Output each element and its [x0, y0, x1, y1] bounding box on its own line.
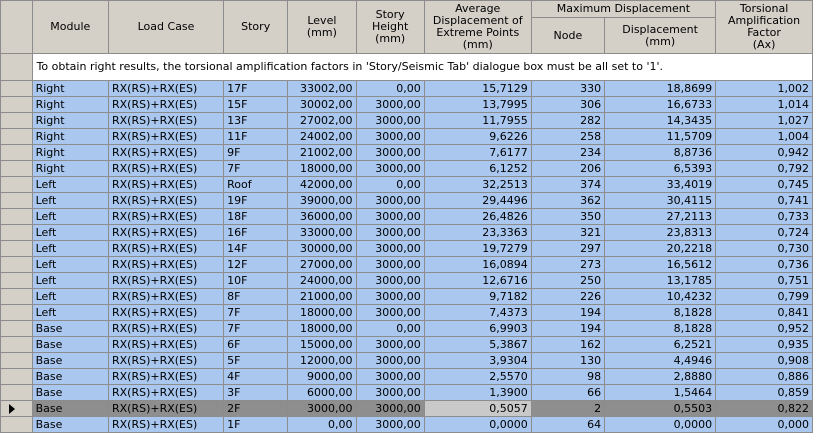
cell-displacement[interactable]: 30,4115 — [605, 193, 716, 209]
cell-node[interactable]: 64 — [531, 417, 604, 433]
cell-torsional-factor[interactable]: 0,733 — [716, 209, 813, 225]
table-row[interactable] — [1, 161, 813, 177]
cell-displacement[interactable]: 1,5464 — [605, 385, 716, 401]
row-selector[interactable] — [1, 113, 33, 129]
col-level[interactable]: Level (mm) — [288, 1, 356, 54]
cell-module[interactable]: Left — [32, 257, 108, 273]
cell-node[interactable]: 2 — [531, 401, 604, 417]
cell-node[interactable]: 374 — [531, 177, 604, 193]
cell-average-displacement[interactable]: 29,4496 — [424, 193, 531, 209]
cell-story-height[interactable]: 3000,00 — [356, 145, 424, 161]
cell-story-height[interactable]: 3000,00 — [356, 225, 424, 241]
cell-node[interactable]: 306 — [531, 97, 604, 113]
cell-module[interactable]: Right — [32, 145, 108, 161]
cell-torsional-factor[interactable]: 0,751 — [716, 273, 813, 289]
cell-level[interactable]: 30000,00 — [288, 241, 356, 257]
cell-node[interactable]: 297 — [531, 241, 604, 257]
table-row[interactable] — [1, 129, 813, 145]
cell-displacement[interactable]: 6,2521 — [605, 337, 716, 353]
cell-story-height[interactable]: 3000,00 — [356, 241, 424, 257]
cell-story-height[interactable]: 3000,00 — [356, 97, 424, 113]
note-message: To obtain right results, the torsional amplification factors in 'Story/Seismic Tab' dialogue box must be all set to '1'. — [32, 54, 812, 81]
cell-story[interactable]: 15F — [224, 97, 288, 113]
cell-torsional-factor[interactable]: 0,859 — [716, 385, 813, 401]
cell-story-height[interactable]: 3000,00 — [356, 161, 424, 177]
cell-load-case[interactable]: RX(RS)+RX(ES) — [108, 81, 223, 97]
row-selector[interactable] — [1, 273, 33, 289]
cell-module[interactable]: Base — [32, 401, 108, 417]
row-selector[interactable] — [1, 417, 33, 433]
cell-level[interactable]: 21000,00 — [288, 289, 356, 305]
cell-story[interactable]: 6F — [224, 337, 288, 353]
cell-load-case[interactable]: RX(RS)+RX(ES) — [108, 145, 223, 161]
cell-displacement[interactable]: 14,3435 — [605, 113, 716, 129]
cell-story-height[interactable]: 3000,00 — [356, 257, 424, 273]
row-selector[interactable] — [1, 97, 33, 113]
row-selector[interactable] — [1, 337, 33, 353]
cell-story[interactable]: 8F — [224, 289, 288, 305]
cell-displacement[interactable]: 16,5612 — [605, 257, 716, 273]
cell-average-displacement[interactable]: 23,3363 — [424, 225, 531, 241]
table-row[interactable] — [1, 417, 813, 433]
row-selector[interactable] — [1, 225, 33, 241]
cell-torsional-factor[interactable]: 1,027 — [716, 113, 813, 129]
row-pointer-arrow-icon — [9, 404, 15, 414]
cell-displacement[interactable]: 18,8699 — [605, 81, 716, 97]
cell-module[interactable]: Left — [32, 305, 108, 321]
cell-story-height[interactable]: 3000,00 — [356, 209, 424, 225]
row-selector[interactable] — [1, 385, 33, 401]
cell-average-displacement[interactable]: 12,6716 — [424, 273, 531, 289]
cell-node[interactable]: 282 — [531, 113, 604, 129]
table-row[interactable] — [1, 81, 813, 97]
cell-displacement[interactable]: 11,5709 — [605, 129, 716, 145]
row-selector[interactable] — [1, 81, 33, 97]
cell-story-height[interactable]: 3000,00 — [356, 129, 424, 145]
cell-module[interactable]: Base — [32, 385, 108, 401]
cell-load-case[interactable]: RX(RS)+RX(ES) — [108, 273, 223, 289]
row-selector[interactable] — [1, 289, 33, 305]
cell-load-case[interactable]: RX(RS)+RX(ES) — [108, 417, 223, 433]
cell-load-case[interactable]: RX(RS)+RX(ES) — [108, 289, 223, 305]
cell-average-displacement[interactable]: 9,6226 — [424, 129, 531, 145]
row-selector[interactable] — [1, 193, 33, 209]
table-row[interactable] — [1, 321, 813, 337]
cell-torsional-factor[interactable]: 0,745 — [716, 177, 813, 193]
cell-displacement[interactable]: 16,6733 — [605, 97, 716, 113]
cell-torsional-factor[interactable]: 0,822 — [716, 401, 813, 417]
cell-node[interactable]: 330 — [531, 81, 604, 97]
row-selector[interactable] — [1, 129, 33, 145]
cell-displacement[interactable]: 4,4946 — [605, 353, 716, 369]
cell-story-height[interactable]: 3000,00 — [356, 273, 424, 289]
cell-level[interactable]: 24000,00 — [288, 273, 356, 289]
cell-torsional-factor[interactable]: 0,935 — [716, 337, 813, 353]
cell-average-displacement[interactable]: 9,7182 — [424, 289, 531, 305]
cell-node[interactable]: 226 — [531, 289, 604, 305]
cell-module[interactable]: Left — [32, 289, 108, 305]
cell-load-case[interactable]: RX(RS)+RX(ES) — [108, 257, 223, 273]
note-row — [1, 54, 813, 81]
cell-story-height[interactable]: 3000,00 — [356, 193, 424, 209]
cell-story-height[interactable]: 3000,00 — [356, 289, 424, 305]
cell-level[interactable]: 21002,00 — [288, 145, 356, 161]
cell-load-case[interactable]: RX(RS)+RX(ES) — [108, 305, 223, 321]
cell-load-case[interactable]: RX(RS)+RX(ES) — [108, 353, 223, 369]
cell-story[interactable]: 16F — [224, 225, 288, 241]
cell-torsional-factor[interactable]: 0,942 — [716, 145, 813, 161]
col-story-height[interactable]: Story Height (mm) — [356, 1, 424, 54]
cell-level[interactable]: 18000,00 — [288, 161, 356, 177]
cell-average-displacement[interactable]: 26,4826 — [424, 209, 531, 225]
cell-displacement[interactable]: 10,4232 — [605, 289, 716, 305]
table-row[interactable] — [1, 337, 813, 353]
row-selector[interactable] — [1, 209, 33, 225]
cell-level[interactable]: 42000,00 — [288, 177, 356, 193]
cell-torsional-factor[interactable]: 0,886 — [716, 369, 813, 385]
col-node[interactable]: Node — [531, 18, 604, 54]
cell-displacement[interactable]: 8,8736 — [605, 145, 716, 161]
cell-level[interactable]: 0,00 — [288, 417, 356, 433]
cell-average-displacement[interactable]: 0,5057 — [424, 401, 531, 417]
cell-node[interactable]: 66 — [531, 385, 604, 401]
cell-torsional-factor[interactable]: 0,736 — [716, 257, 813, 273]
cell-module[interactable]: Left — [32, 209, 108, 225]
cell-average-displacement[interactable]: 13,7995 — [424, 97, 531, 113]
cell-story[interactable]: 7F — [224, 305, 288, 321]
col-module[interactable]: Module — [32, 1, 108, 54]
cell-story-height[interactable]: 3000,00 — [356, 401, 424, 417]
cell-average-displacement[interactable]: 0,0000 — [424, 417, 531, 433]
cell-story[interactable]: Roof — [224, 177, 288, 193]
cell-load-case[interactable]: RX(RS)+RX(ES) — [108, 337, 223, 353]
cell-node[interactable]: 250 — [531, 273, 604, 289]
cell-average-displacement[interactable]: 3,9304 — [424, 353, 531, 369]
cell-torsional-factor[interactable]: 0,952 — [716, 321, 813, 337]
cell-module[interactable]: Base — [32, 353, 108, 369]
cell-node[interactable]: 130 — [531, 353, 604, 369]
table-row[interactable] — [1, 193, 813, 209]
cell-load-case[interactable]: RX(RS)+RX(ES) — [108, 401, 223, 417]
table-row[interactable] — [1, 113, 813, 129]
cell-level[interactable]: 18000,00 — [288, 305, 356, 321]
row-selector[interactable] — [1, 257, 33, 273]
col-torsional-factor[interactable]: Torsional Amplification Factor (Ax) — [716, 1, 813, 54]
cell-story[interactable]: 18F — [224, 209, 288, 225]
cell-torsional-factor[interactable]: 0,741 — [716, 193, 813, 209]
cell-displacement[interactable]: 20,2218 — [605, 241, 716, 257]
cell-level[interactable]: 39000,00 — [288, 193, 356, 209]
cell-load-case[interactable]: RX(RS)+RX(ES) — [108, 193, 223, 209]
cell-load-case[interactable]: RX(RS)+RX(ES) — [108, 321, 223, 337]
cell-module[interactable]: Right — [32, 81, 108, 97]
cell-torsional-factor[interactable]: 0,908 — [716, 353, 813, 369]
cell-level[interactable]: 36000,00 — [288, 209, 356, 225]
cell-module[interactable]: Right — [32, 161, 108, 177]
cell-story-height[interactable]: 3000,00 — [356, 353, 424, 369]
cell-node[interactable]: 362 — [531, 193, 604, 209]
cell-level[interactable]: 6000,00 — [288, 385, 356, 401]
row-selector[interactable] — [1, 369, 33, 385]
table-row[interactable] — [1, 369, 813, 385]
cell-story-height[interactable]: 3000,00 — [356, 385, 424, 401]
cell-average-displacement[interactable]: 15,7129 — [424, 81, 531, 97]
cell-node[interactable]: 258 — [531, 129, 604, 145]
cell-module[interactable]: Right — [32, 129, 108, 145]
cell-displacement[interactable]: 8,1828 — [605, 305, 716, 321]
cell-average-displacement[interactable]: 16,0894 — [424, 257, 531, 273]
cell-load-case[interactable]: RX(RS)+RX(ES) — [108, 161, 223, 177]
cell-node[interactable]: 206 — [531, 161, 604, 177]
corner-selector[interactable] — [1, 1, 33, 54]
header-row — [1, 1, 813, 18]
cell-level[interactable]: 27000,00 — [288, 257, 356, 273]
cell-average-displacement[interactable]: 6,1252 — [424, 161, 531, 177]
cell-torsional-factor[interactable]: 1,014 — [716, 97, 813, 113]
row-selector[interactable] — [1, 177, 33, 193]
cell-load-case[interactable]: RX(RS)+RX(ES) — [108, 369, 223, 385]
cell-node[interactable]: 350 — [531, 209, 604, 225]
cell-torsional-factor[interactable]: 0,730 — [716, 241, 813, 257]
table-row[interactable] — [1, 305, 813, 321]
cell-level[interactable]: 24002,00 — [288, 129, 356, 145]
col-group-max-displacement: Maximum Displacement — [531, 1, 715, 18]
cell-average-displacement[interactable]: 7,4373 — [424, 305, 531, 321]
cell-displacement[interactable]: 33,4019 — [605, 177, 716, 193]
cell-level[interactable]: 12000,00 — [288, 353, 356, 369]
table-row[interactable] — [1, 97, 813, 113]
row-selector[interactable] — [1, 305, 33, 321]
cell-displacement[interactable]: 0,0000 — [605, 417, 716, 433]
cell-story[interactable]: 9F — [224, 145, 288, 161]
table-row[interactable] — [1, 401, 813, 417]
table-row[interactable] — [1, 241, 813, 257]
cell-torsional-factor[interactable]: 1,002 — [716, 81, 813, 97]
cell-displacement[interactable]: 8,1828 — [605, 321, 716, 337]
cell-story[interactable]: 3F — [224, 385, 288, 401]
cell-displacement[interactable]: 13,1785 — [605, 273, 716, 289]
cell-story[interactable]: 4F — [224, 369, 288, 385]
cell-torsional-factor[interactable]: 0,792 — [716, 161, 813, 177]
cell-displacement[interactable]: 6,5393 — [605, 161, 716, 177]
row-selector[interactable] — [1, 353, 33, 369]
cell-story-height[interactable]: 0,00 — [356, 321, 424, 337]
table-row[interactable] — [1, 225, 813, 241]
row-selector[interactable] — [1, 401, 33, 417]
cell-module[interactable]: Left — [32, 241, 108, 257]
cell-torsional-factor[interactable]: 0,799 — [716, 289, 813, 305]
cell-average-displacement[interactable]: 11,7955 — [424, 113, 531, 129]
note-row-selector[interactable] — [1, 54, 33, 81]
cell-story[interactable]: 7F — [224, 321, 288, 337]
cell-story-height[interactable]: 0,00 — [356, 81, 424, 97]
row-selector[interactable] — [1, 241, 33, 257]
cell-story[interactable]: 10F — [224, 273, 288, 289]
table-row[interactable] — [1, 177, 813, 193]
cell-node[interactable]: 321 — [531, 225, 604, 241]
cell-story-height[interactable]: 3000,00 — [356, 305, 424, 321]
cell-story[interactable]: 19F — [224, 193, 288, 209]
cell-torsional-factor[interactable]: 0,841 — [716, 305, 813, 321]
cell-level[interactable]: 33000,00 — [288, 225, 356, 241]
cell-average-displacement[interactable]: 5,3867 — [424, 337, 531, 353]
cell-load-case[interactable]: RX(RS)+RX(ES) — [108, 97, 223, 113]
cell-level[interactable]: 3000,00 — [288, 401, 356, 417]
cell-load-case[interactable]: RX(RS)+RX(ES) — [108, 241, 223, 257]
cell-average-displacement[interactable]: 32,2513 — [424, 177, 531, 193]
cell-displacement[interactable]: 0,5503 — [605, 401, 716, 417]
cell-average-displacement[interactable]: 19,7279 — [424, 241, 531, 257]
cell-story-height[interactable]: 3000,00 — [356, 337, 424, 353]
table-row[interactable] — [1, 289, 813, 305]
cell-torsional-factor[interactable]: 0,724 — [716, 225, 813, 241]
cell-node[interactable]: 273 — [531, 257, 604, 273]
table-row[interactable] — [1, 273, 813, 289]
cell-displacement[interactable]: 23,8313 — [605, 225, 716, 241]
cell-module[interactable]: Left — [32, 193, 108, 209]
cell-story[interactable]: 12F — [224, 257, 288, 273]
cell-level[interactable]: 30002,00 — [288, 97, 356, 113]
cell-module[interactable]: Left — [32, 225, 108, 241]
cell-torsional-factor[interactable]: 1,004 — [716, 129, 813, 145]
cell-node[interactable]: 194 — [531, 305, 604, 321]
cell-average-displacement[interactable]: 6,9903 — [424, 321, 531, 337]
cell-story[interactable]: 2F — [224, 401, 288, 417]
cell-load-case[interactable]: RX(RS)+RX(ES) — [108, 113, 223, 129]
cell-average-displacement[interactable]: 1,3900 — [424, 385, 531, 401]
cell-average-displacement[interactable]: 2,5570 — [424, 369, 531, 385]
cell-load-case[interactable]: RX(RS)+RX(ES) — [108, 209, 223, 225]
table-row[interactable] — [1, 145, 813, 161]
col-displacement[interactable]: Displacement (mm) — [605, 18, 716, 54]
cell-story[interactable]: 1F — [224, 417, 288, 433]
cell-module[interactable]: Base — [32, 321, 108, 337]
row-selector[interactable] — [1, 321, 33, 337]
table-row[interactable] — [1, 257, 813, 273]
cell-story-height[interactable]: 3000,00 — [356, 369, 424, 385]
cell-module[interactable]: Right — [32, 113, 108, 129]
cell-average-displacement[interactable]: 7,6177 — [424, 145, 531, 161]
cell-load-case[interactable]: RX(RS)+RX(ES) — [108, 129, 223, 145]
cell-node[interactable]: 234 — [531, 145, 604, 161]
cell-node[interactable]: 162 — [531, 337, 604, 353]
row-selector[interactable] — [1, 145, 33, 161]
cell-level[interactable]: 27002,00 — [288, 113, 356, 129]
cell-load-case[interactable]: RX(RS)+RX(ES) — [108, 225, 223, 241]
cell-level[interactable]: 18000,00 — [288, 321, 356, 337]
row-selector[interactable] — [1, 161, 33, 177]
col-story[interactable]: Story — [224, 1, 288, 54]
cell-level[interactable]: 33002,00 — [288, 81, 356, 97]
cell-module[interactable]: Left — [32, 273, 108, 289]
cell-load-case[interactable]: RX(RS)+RX(ES) — [108, 177, 223, 193]
table-row[interactable] — [1, 353, 813, 369]
cell-story[interactable]: 11F — [224, 129, 288, 145]
cell-displacement[interactable]: 27,2113 — [605, 209, 716, 225]
table-row[interactable] — [1, 385, 813, 401]
col-average-displacement[interactable]: Average Displacement of Extreme Points (mm) — [424, 1, 531, 54]
cell-displacement[interactable]: 2,8880 — [605, 369, 716, 385]
cell-node[interactable]: 194 — [531, 321, 604, 337]
cell-story[interactable]: 14F — [224, 241, 288, 257]
cell-story-height[interactable]: 3000,00 — [356, 113, 424, 129]
cell-load-case[interactable]: RX(RS)+RX(ES) — [108, 385, 223, 401]
cell-story[interactable]: 13F — [224, 113, 288, 129]
table-row[interactable] — [1, 209, 813, 225]
cell-level[interactable]: 9000,00 — [288, 369, 356, 385]
cell-torsional-factor[interactable]: 0,000 — [716, 417, 813, 433]
cell-module[interactable]: Base — [32, 337, 108, 353]
cell-story[interactable]: 5F — [224, 353, 288, 369]
cell-module[interactable]: Base — [32, 369, 108, 385]
cell-level[interactable]: 15000,00 — [288, 337, 356, 353]
cell-module[interactable]: Left — [32, 177, 108, 193]
cell-story[interactable]: 7F — [224, 161, 288, 177]
cell-story-height[interactable]: 3000,00 — [356, 417, 424, 433]
cell-story[interactable]: 17F — [224, 81, 288, 97]
cell-node[interactable]: 98 — [531, 369, 604, 385]
col-load-case[interactable]: Load Case — [108, 1, 223, 54]
cell-module[interactable]: Base — [32, 417, 108, 433]
cell-module[interactable]: Right — [32, 97, 108, 113]
cell-story-height[interactable]: 0,00 — [356, 177, 424, 193]
